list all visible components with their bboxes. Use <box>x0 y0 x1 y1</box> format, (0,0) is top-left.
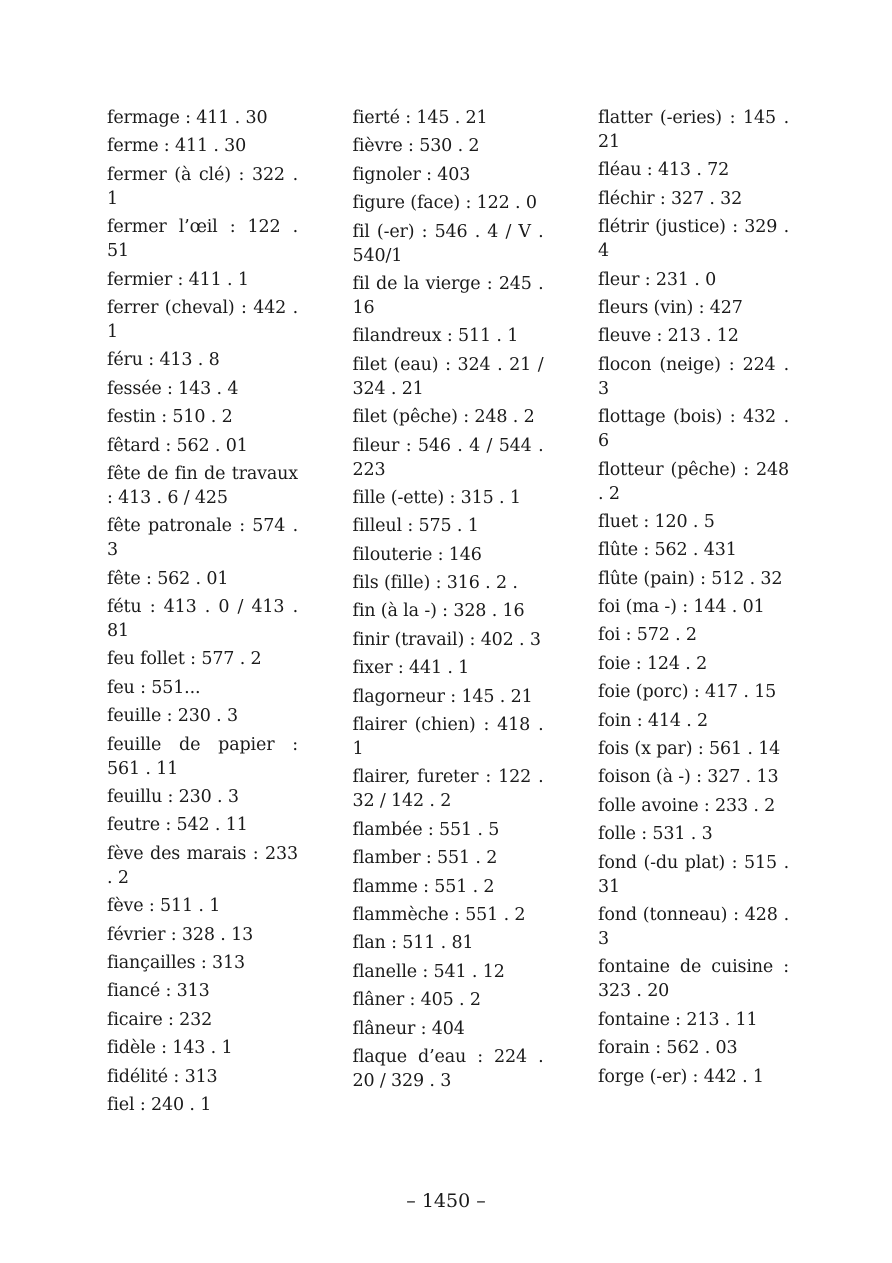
index-entry: feuille : 230 . 3 <box>107 706 238 727</box>
index-entry: forain : 562 . 03 <box>598 1038 738 1059</box>
index-entry: fil (-er) : 546 . 4 / V . 540/1 <box>352 221 544 266</box>
index-entry: festin : 510 . 2 <box>107 407 233 428</box>
index-entry: fermer (à clé) : 322 . 1 <box>107 164 298 209</box>
index-entry: fil de la vierge : 245 . 16 <box>352 273 544 318</box>
page-number: – 1450 – <box>406 1190 486 1212</box>
index-entry: fléchir : 327 . 32 <box>598 188 743 209</box>
index-entry: fièvre : 530 . 2 <box>352 136 480 157</box>
index-entry: flairer, fureter : 122 . 32 / 142 . 2 <box>352 767 544 812</box>
index-entry: fève des marais : 233 . 2 <box>107 843 298 888</box>
index-entry: flatter (-eries) : 145 . 21 <box>598 108 789 152</box>
index-entry: flaque d’eau : 224 . 20 / 329 . 3 <box>352 1046 544 1091</box>
index-entry: fessée : 143 . 4 <box>107 378 239 399</box>
index-entry: février : 328 . 13 <box>107 924 254 945</box>
index-entry: fixer : 441 . 1 <box>352 658 470 679</box>
index-entry: fidèle : 143 . 1 <box>107 1038 233 1059</box>
index-entry: filet (pêche) : 248 . 2 <box>352 407 535 428</box>
index-entry: flétrir (justice) : 329 . 4 <box>598 217 789 262</box>
index-entry: fontaine : 213 . 11 <box>598 1009 758 1030</box>
index-entry: flairer (chien) : 418 . 1 <box>352 715 544 760</box>
index-entry: ferrer (cheval) : 442 . 1 <box>107 297 298 342</box>
index-entry: feuille de papier : 561 . 11 <box>107 734 298 779</box>
index-entry: fête patronale : 574 . 3 <box>107 516 298 561</box>
index-entry: feu : 551... <box>107 677 201 698</box>
index-entry: fiançailles : 313 <box>107 952 246 973</box>
index-entry: flûte (pain) : 512 . 32 <box>598 568 783 589</box>
index-entry: foi (ma -) : 144 . 01 <box>598 597 765 618</box>
index-entry: fils (fille) : 316 . 2 . <box>352 573 518 594</box>
index-entry: flocon (neige) : 224 . 3 <box>598 354 789 399</box>
index-column-3 <box>598 106 789 1121</box>
index-entry: foi : 572 . 2 <box>598 625 697 646</box>
index-entry: fileur : 546 . 4 / 544 . 223 <box>352 435 544 480</box>
index-entry: fermier : 411 . 1 <box>107 269 249 290</box>
index-entry: filandreux : 511 . 1 <box>352 326 519 347</box>
index-entry: flamber : 551 . 2 <box>352 848 498 869</box>
index-entry: foison (à -) : 327 . 13 <box>598 767 779 788</box>
index-entry: folle avoine : 233 . 2 <box>598 795 776 816</box>
index-entry: flamme : 551 . 2 <box>352 876 495 897</box>
index-entry: feuillu : 230 . 3 <box>107 787 239 808</box>
index-entry: fétu : 413 . 0 / 413 . 81 <box>107 597 298 642</box>
index-entry: fin (à la -) : 328 . 16 <box>352 601 525 622</box>
index-entry: forge (-er) : 442 . 1 <box>598 1066 764 1087</box>
index-entry: fluet : 120 . 5 <box>598 511 715 532</box>
index-entry: fond (-du plat) : 515 . 31 <box>598 852 789 897</box>
index-entry: filleul : 575 . 1 <box>352 516 479 537</box>
index-entry: flûte : 562 . 431 <box>598 540 737 561</box>
index-entry: fond (tonneau) : 428 . 3 <box>598 904 789 949</box>
index-entry: feu follet : 577 . 2 <box>107 649 262 670</box>
index-entry: fidélité : 313 <box>107 1066 218 1087</box>
index-entry: fléau : 413 . 72 <box>598 160 730 181</box>
index-entry: flan : 511 . 81 <box>352 933 474 954</box>
index-entry: flambée : 551 . 5 <box>352 819 500 840</box>
index-entry: fierté : 145 . 21 <box>352 108 488 128</box>
index-entry: figure (face) : 122 . 0 <box>352 193 537 214</box>
index-entry: ferme : 411 . 30 <box>107 136 247 157</box>
index-entry: flâneur : 404 <box>352 1018 465 1039</box>
index-entry: fleuve : 213 . 12 <box>598 326 739 347</box>
index-entry: fête : 562 . 01 <box>107 568 229 589</box>
index-entry: flotteur (pêche) : 248 . 2 <box>598 459 789 504</box>
index-entry: fiancé : 313 <box>107 981 210 1002</box>
index-entry: flanelle : 541 . 12 <box>352 961 505 982</box>
index-entry: filouterie : 146 <box>352 544 482 565</box>
index-entry: fermer l’œil : 122 . 51 <box>107 217 298 262</box>
index-entry: foie (porc) : 417 . 15 <box>598 682 777 703</box>
index-column-2 <box>353 106 544 1121</box>
index-entry: fleur : 231 . 0 <box>598 269 717 290</box>
index-entry: fermage : 411 . 30 <box>107 108 268 128</box>
index-entry: foin : 414 . 2 <box>598 710 709 731</box>
index-entry: foie : 124 . 2 <box>598 653 708 674</box>
index-entry: folle : 531 . 3 <box>598 824 713 845</box>
index-entry: fontaine de cuisine : 323 . 20 <box>598 957 789 1002</box>
index-entry: fête de fin de travaux : 413 . 6 / 425 <box>107 463 298 508</box>
index-columns <box>107 106 789 1121</box>
index-entry: flagorneur : 145 . 21 <box>352 686 533 707</box>
index-entry: fille (-ette) : 315 . 1 <box>352 487 521 508</box>
index-entry: feutre : 542 . 11 <box>107 815 248 836</box>
index-column-1 <box>107 106 298 1121</box>
index-entry: flammèche : 551 . 2 <box>352 904 526 925</box>
index-entry: fignoler : 403 <box>352 164 471 185</box>
index-entry: ficaire : 232 <box>107 1009 213 1030</box>
index-entry: fiel : 240 . 1 <box>107 1094 212 1115</box>
index-entry: féru : 413 . 8 <box>107 350 220 371</box>
index-entry: fois (x par) : 561 . 14 <box>598 739 781 760</box>
index-entry: finir (travail) : 402 . 3 <box>352 629 541 650</box>
index-entry: fêtard : 562 . 01 <box>107 435 248 456</box>
index-entry: fève : 511 . 1 <box>107 896 221 917</box>
index-entry: flâner : 405 . 2 <box>352 990 481 1011</box>
index-entry: filet (eau) : 324 . 21 / 324 . 21 <box>352 354 544 399</box>
index-entry: fleurs (vin) : 427 <box>598 297 743 318</box>
index-entry: flottage (bois) : 432 . 6 <box>598 407 789 452</box>
